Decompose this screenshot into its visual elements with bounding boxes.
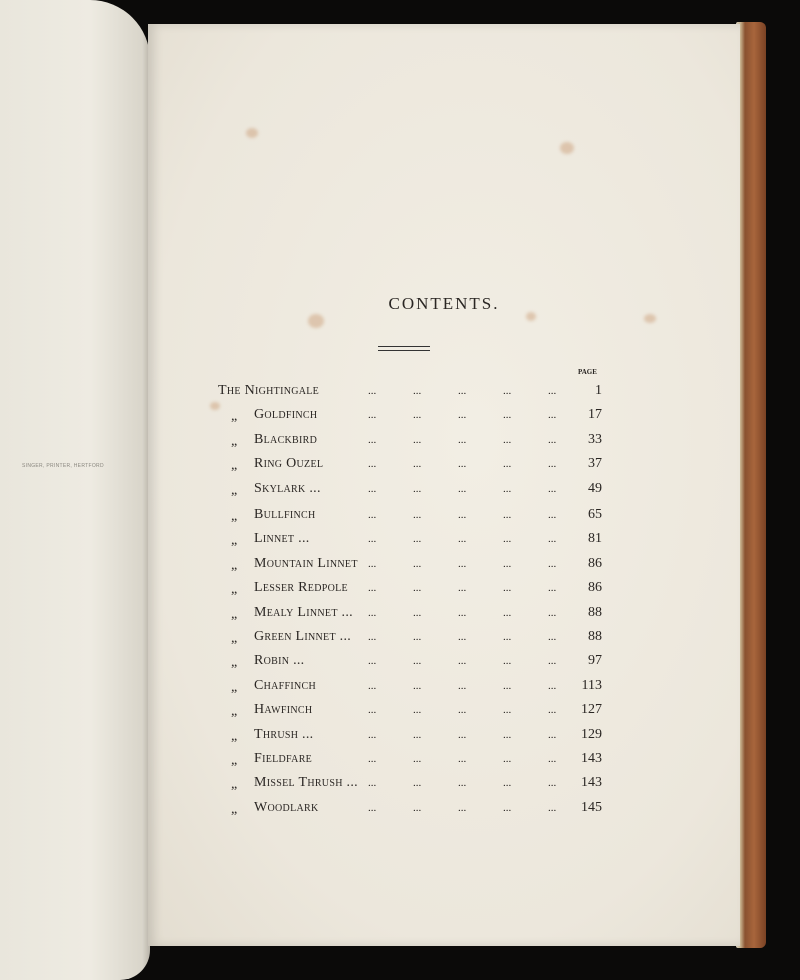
entry-page-number: 37 [588,456,602,472]
dot-leader: ... [368,704,377,717]
left-page [0,0,150,980]
dot-leader: ... [503,704,512,717]
entry-page-number: 143 [581,751,602,766]
foxing-spot [246,128,258,138]
dot-leader: ... [413,801,422,814]
dot-leader: ... [548,509,557,521]
entry-page-number: 145 [581,799,602,815]
entry-page-number: 86 [588,580,602,596]
contents-entry [218,530,602,550]
entry-title: Lesser Redpole [254,580,348,596]
dot-leader: ... [413,409,422,422]
contents-entry [218,579,602,599]
entry-title: Thrush ... [254,726,314,742]
dot-leader: ... [413,655,422,668]
dot-leader: ... [503,753,512,765]
entry-page-number: 17 [588,407,602,423]
dot-leader: ... [548,533,557,546]
dot-leader: ... [368,728,377,741]
dot-leader: ... [368,753,377,765]
printer-imprint: SINGER, PRINTER, HERTFORD [22,463,104,469]
dot-leader: ... [458,801,467,814]
contents-entry [218,652,602,672]
dot-leader: ... [548,679,557,692]
contents-entry [218,555,602,575]
foxing-spot [308,314,324,328]
dot-leader: ... [413,582,422,595]
entry-title: Robin ... [254,653,305,669]
ditto-mark: „ [231,728,238,744]
dot-leader: ... [458,753,467,765]
dot-leader: ... [458,704,467,717]
dot-leader: ... [548,606,557,619]
page-title: CONTENTS. [388,294,500,313]
entry-page-number: 33 [588,431,602,447]
ditto-mark: „ [231,753,238,768]
dot-leader: ... [413,557,422,570]
dot-leader: ... [503,606,512,619]
entry-page-number: 1 [595,383,602,398]
contents-entry [218,406,602,426]
dot-leader: ... [548,753,557,765]
entry-page-number: 88 [588,604,602,620]
dot-leader: ... [503,728,512,741]
dot-leader: ... [413,433,422,446]
dot-leader: ... [458,458,467,471]
ditto-mark: „ [231,655,238,671]
dot-leader: ... [368,509,377,521]
dot-leader: ... [503,509,512,521]
ditto-mark: „ [231,606,238,622]
dot-leader: ... [413,482,422,495]
contents-entry [218,604,602,624]
dot-leader: ... [503,533,512,546]
entry-title: Linnet ... [254,531,310,547]
dot-leader: ... [368,582,377,595]
entry-page-number: 81 [588,531,602,547]
contents-entry [218,455,602,475]
contents-entry [218,677,602,697]
dot-leader: ... [548,433,557,446]
contents-entry [218,480,602,500]
dot-leader: ... [458,606,467,619]
entry-page-number: 97 [588,653,602,669]
dot-leader: ... [413,704,422,717]
page-column-header: PAGE [578,368,597,376]
dot-leader: ... [368,433,377,446]
dot-leader: ... [548,409,557,422]
dot-leader: ... [368,409,377,422]
dot-leader: ... [503,679,512,692]
dot-leader: ... [503,409,512,422]
dot-leader: ... [368,533,377,546]
entry-title: Skylark ... [254,480,321,496]
foxing-spot [644,314,656,323]
dot-leader: ... [503,582,512,595]
dot-leader: ... [458,433,467,446]
dot-leader: ... [458,728,467,741]
entry-title: Chaffinch [254,677,317,693]
dot-leader: ... [458,679,467,692]
dot-leader: ... [503,458,512,471]
entry-title: Bullfinch [254,507,316,522]
entry-page-number: 65 [588,507,602,522]
dot-leader: ... [458,655,467,668]
dot-leader: ... [413,631,422,643]
ditto-mark: „ [231,582,238,598]
dot-leader: ... [503,655,512,668]
dot-leader: ... [413,777,422,790]
ditto-mark: „ [231,533,238,549]
ditto-mark: „ [231,433,238,449]
dot-leader: ... [548,631,557,643]
dot-leader: ... [368,655,377,668]
dot-leader: ... [503,482,512,495]
entry-title: The Nightingale [218,383,320,398]
dot-leader: ... [503,433,512,446]
dot-leader: ... [458,777,467,790]
dot-leader: ... [368,385,377,397]
contents-entry [218,799,602,819]
ditto-mark: „ [231,458,238,474]
contents-entry [218,431,602,451]
dot-leader: ... [458,582,467,595]
foxing-spot [560,142,574,154]
entry-page-number: 127 [581,702,602,718]
dot-leader: ... [458,533,467,546]
entry-page-number: 143 [581,775,602,791]
entry-title: Ring Ouzel [254,456,324,472]
entry-page-number: 113 [581,677,602,693]
ditto-mark: „ [231,409,238,425]
contents-entry [218,382,602,402]
contents-entry [218,726,602,746]
dot-leader: ... [368,606,377,619]
ditto-mark: „ [231,801,238,817]
dot-leader: ... [413,509,422,521]
entry-title: Green Linnet ... [254,629,352,644]
dot-leader: ... [548,655,557,668]
dot-leader: ... [548,385,557,397]
dot-leader: ... [413,753,422,765]
ditto-mark: „ [231,482,238,498]
dot-leader: ... [413,728,422,741]
dot-leader: ... [458,482,467,495]
entry-title: Woodlark [254,799,319,815]
dot-leader: ... [548,801,557,814]
entry-title: Missel Thrush ... [254,775,358,791]
ditto-mark: „ [231,557,238,573]
dot-leader: ... [548,582,557,595]
dot-leader: ... [503,385,512,397]
dot-leader: ... [368,679,377,692]
dot-leader: ... [548,704,557,717]
entry-title: Mealy Linnet ... [254,604,353,620]
dot-leader: ... [548,557,557,570]
dot-leader: ... [458,409,467,422]
dot-leader: ... [458,631,467,643]
dot-leader: ... [458,509,467,521]
dot-leader: ... [368,458,377,471]
dot-leader: ... [368,631,377,643]
dot-leader: ... [413,533,422,546]
ditto-mark: „ [231,679,238,695]
dot-leader: ... [368,801,377,814]
contents-entry [218,628,602,648]
dot-leader: ... [503,777,512,790]
dot-leader: ... [368,482,377,495]
dot-leader: ... [548,777,557,790]
entry-title: Blackbird [254,431,318,447]
dot-leader: ... [458,557,467,570]
dot-leader: ... [548,728,557,741]
dot-leader: ... [368,557,377,570]
title-rule [378,346,430,351]
entry-title: Hawfinch [254,702,313,718]
ditto-mark: „ [231,631,238,646]
entry-title: Mountain Linnet [254,555,358,571]
dot-leader: ... [548,458,557,471]
dot-leader: ... [503,631,512,643]
dot-leader: ... [368,777,377,790]
entry-title: Goldfinch [254,407,318,423]
dot-leader: ... [503,801,512,814]
dot-leader: ... [458,385,467,397]
contents-entry [218,506,602,526]
dot-leader: ... [413,679,422,692]
entry-page-number: 129 [581,726,602,742]
entry-page-number: 86 [588,555,602,571]
ditto-mark: „ [231,777,238,793]
ditto-mark: „ [231,704,238,720]
dot-leader: ... [548,482,557,495]
entry-title: Fieldfare [254,751,313,766]
contents-entry [218,774,602,794]
dot-leader: ... [413,606,422,619]
dot-leader: ... [413,385,422,397]
book-edge [736,22,766,948]
ditto-mark: „ [231,509,238,524]
contents-entry [218,750,602,770]
entry-page-number: 88 [588,629,602,644]
entry-page-number: 49 [588,480,602,496]
contents-entry [218,701,602,721]
dot-leader: ... [413,458,422,471]
dot-leader: ... [503,557,512,570]
contents-page [148,24,740,946]
